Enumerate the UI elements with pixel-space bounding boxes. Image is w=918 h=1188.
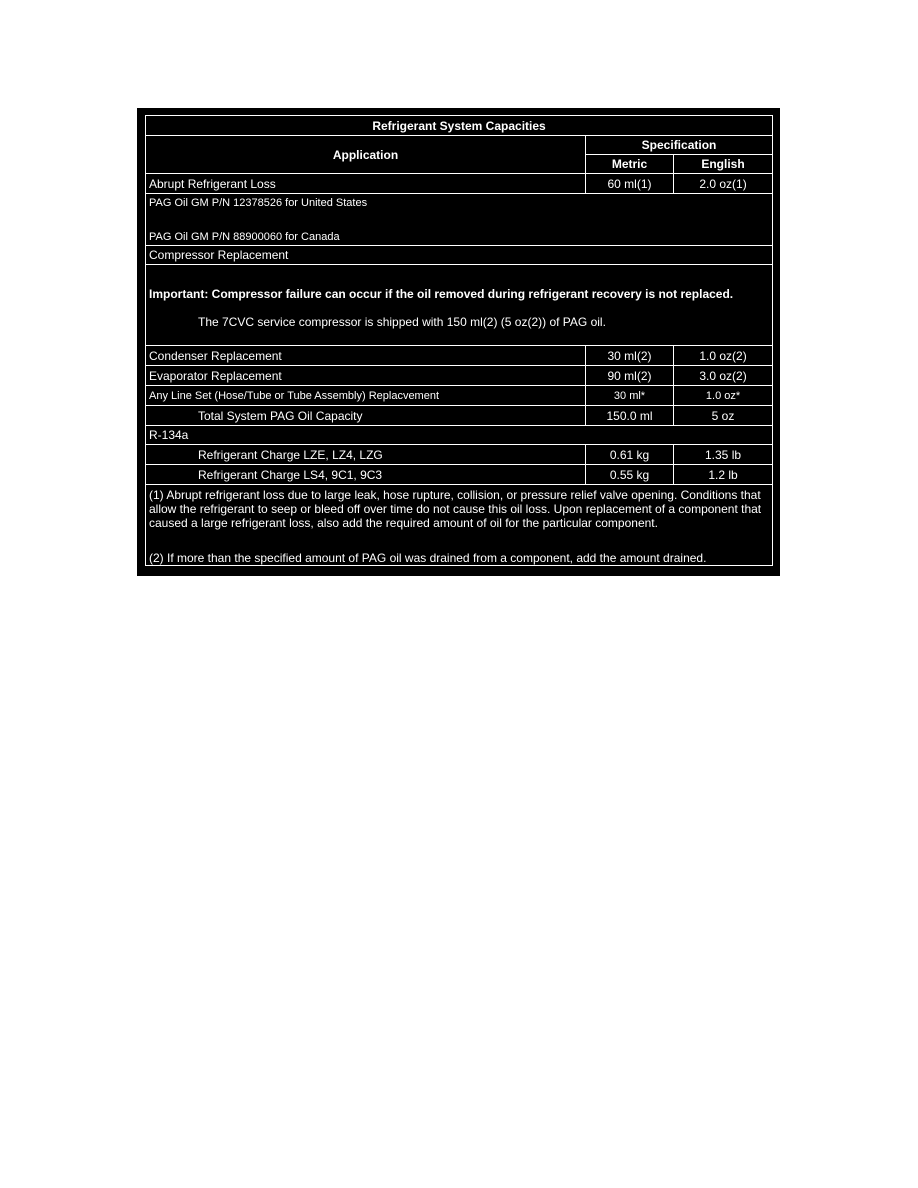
pag-oil-us: PAG Oil GM P/N 12378526 for United States xyxy=(149,197,368,209)
table-row xyxy=(146,406,773,426)
english-header: English xyxy=(674,155,773,174)
table-row xyxy=(146,346,773,366)
row-label: Condenser Replacement xyxy=(146,346,586,366)
english-value: 1.0 oz(2) xyxy=(674,346,773,366)
english-value: 5 oz xyxy=(674,406,773,426)
metric-value: 150.0 ml xyxy=(586,406,674,426)
table-row xyxy=(146,366,773,386)
table-row xyxy=(146,174,773,194)
refrigerant-capacities-table xyxy=(145,115,773,566)
table-title: Refrigerant System Capacities xyxy=(146,116,773,136)
refrigerant-type-label: R-134a xyxy=(146,426,773,445)
footnote-2: (2) If more than the specified amount of PAG oil was drained from a component, add the amount drained. xyxy=(149,551,707,565)
table-title-row xyxy=(146,116,773,136)
english-value: 1.2 lb xyxy=(674,465,773,485)
metric-value: 30 ml(2) xyxy=(586,346,674,366)
metric-value: 30 ml* xyxy=(586,386,674,406)
specification-header: Specification xyxy=(586,136,773,155)
english-value: 2.0 oz(1) xyxy=(674,174,773,194)
row-label: Evaporator Replacement xyxy=(146,366,586,386)
english-value: 1.35 lb xyxy=(674,445,773,465)
metric-value: 0.55 kg xyxy=(586,465,674,485)
important-row xyxy=(146,265,773,346)
table-row xyxy=(146,246,773,265)
pag-oil-canada: PAG Oil GM P/N 88900060 for Canada xyxy=(149,231,340,243)
application-header: Application xyxy=(146,136,586,174)
metric-value: 0.61 kg xyxy=(586,445,674,465)
important-note: Important: Compressor failure can occur if the oil removed during refrigerant recovery is not replaced. xyxy=(149,287,734,301)
shipped-note: The 7CVC service compressor is shipped with 150 ml(2) (5 oz(2)) of PAG oil. xyxy=(198,315,606,329)
english-value: 1.0 oz* xyxy=(674,386,773,406)
row-label: Refrigerant Charge LZE, LZ4, LZG xyxy=(146,445,586,465)
pag-oil-row xyxy=(146,194,773,246)
metric-value: 90 ml(2) xyxy=(586,366,674,386)
row-label: Refrigerant Charge LS4, 9C1, 9C3 xyxy=(146,465,586,485)
footnotes-row xyxy=(146,485,773,566)
row-label: Abrupt Refrigerant Loss xyxy=(146,174,586,194)
metric-value: 60 ml(1) xyxy=(586,174,674,194)
capacities-panel xyxy=(137,108,780,576)
metric-header: Metric xyxy=(586,155,674,174)
compressor-replacement-label: Compressor Replacement xyxy=(146,246,773,265)
english-value: 3.0 oz(2) xyxy=(674,366,773,386)
table-row xyxy=(146,465,773,485)
table-row xyxy=(146,426,773,445)
row-label: Any Line Set (Hose/Tube or Tube Assembly) Replacvement xyxy=(146,386,586,406)
row-label: Total System PAG Oil Capacity xyxy=(146,406,586,426)
table-row xyxy=(146,445,773,465)
footnote-1: (1) Abrupt refrigerant loss due to large leak, hose rupture, collision, or pressure relief valve opening. Conditions that allow the refrigerant to seep or bleed off over time do not cause this oil loss. Upon replacement of a component that caused a large refrigerant loss, also add the required amount of oil for the particular component. xyxy=(149,488,762,530)
header-row xyxy=(146,136,773,155)
table-row xyxy=(146,386,773,406)
